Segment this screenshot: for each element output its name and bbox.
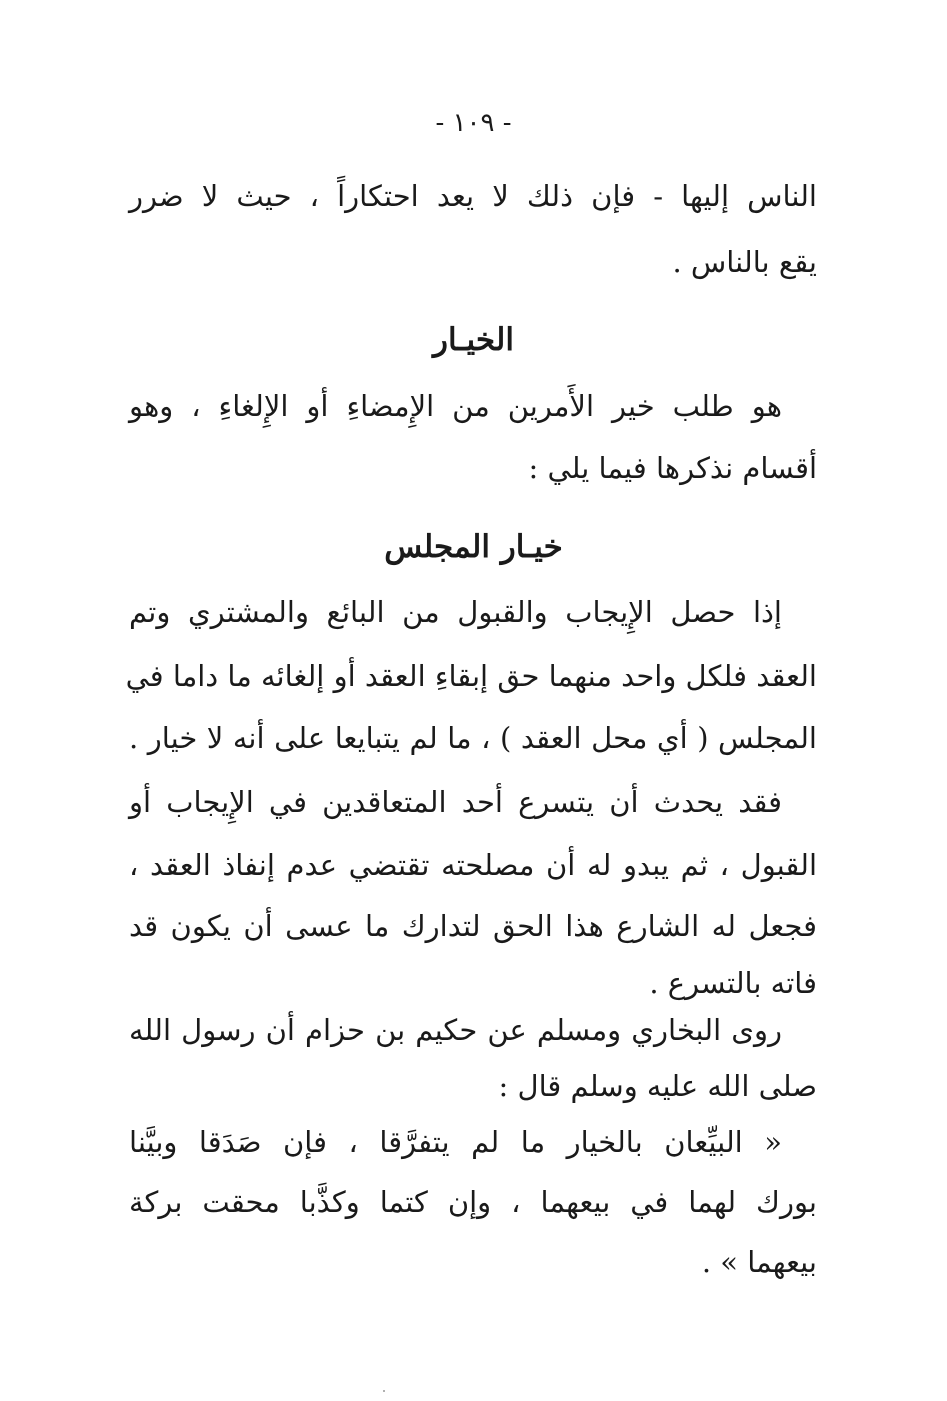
paragraph-3-line-1: روى البخاري ومسلم عن حكيم بن حزام أن رسول الله [129, 1013, 782, 1047]
paragraph-1-line-3: المجلس ( أي محل العقد ) ، ما لم يتبايعا على أنه لا خيار . [129, 721, 817, 755]
intro-line-1: الناس إليها - فإن ذلك لا يعد احتكاراً ، حيث لا ضرر [129, 179, 817, 213]
paragraph-2-line-3: فجعل له الشارع هذا الحق لتدارك ما عسى أن يكون قد [129, 909, 817, 943]
paragraph-3-line-2: صلى الله عليه وسلم قال : [498, 1069, 817, 1103]
paragraph-2-line-1: فقد يحدث أن يتسرع أحد المتعاقدين في الإِيجاب أو [129, 785, 782, 819]
hadith-line-1: « البيِّعان بالخيار ما لم يتفرَّقا ، فإن صَدَقا وبيَّنا [129, 1125, 782, 1159]
intro-line-2: يقع بالناس . [672, 245, 817, 279]
paragraph-1-line-2: العقد فلكل واحد منهما حق إبقاءِ العقد أو إلغائه ما داما في [125, 659, 817, 693]
section-heading-khiyar-majlis: خيـار المجلس [384, 529, 563, 565]
hadith-line-2: بورك لهما في بيعهما ، وإن كتما وكذَّبا محقت بركة [129, 1185, 817, 1219]
section-heading-khiyar: الخيـار [433, 322, 514, 358]
paragraph-1-line-1: إذا حصل الإِيجاب والقبول من البائع والمشتري وتم [129, 595, 782, 629]
scan-speck [383, 1390, 385, 1392]
khiyar-definition-line-1: هو طلب خير الأَمرين من الإِمضاءِ أو الإِلغاءِ ، وهو [129, 389, 782, 423]
page-number: - ١٠٩ - [435, 108, 512, 138]
khiyar-definition-line-2: أقسام نذكرها فيما يلي : [528, 451, 817, 485]
hadith-line-3: بيعهما » . [701, 1245, 817, 1279]
paragraph-2-line-2: القبول ، ثم يبدو له أن مصلحته تقتضي عدم إنفاذ العقد ، [129, 848, 817, 882]
paragraph-2-line-4: فاته بالتسرع . [649, 966, 817, 1000]
